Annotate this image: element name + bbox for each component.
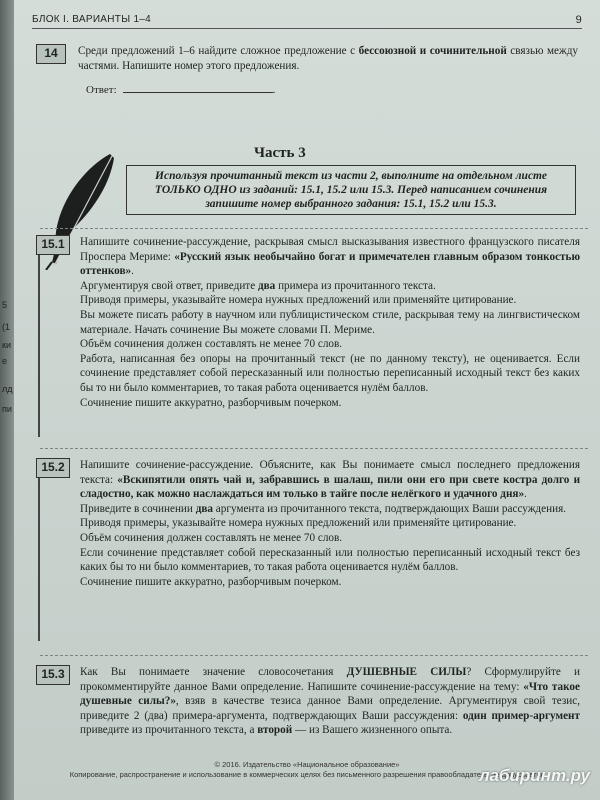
margin-mark: 5 (2, 300, 8, 310)
task-15-3-text: Как Вы понимаете значение словосочетания ДУШЕВНЫЕ СИЛЫ? Сформулируйте и прокомментируйте данное Вами определение. Напишите сочинение-рассуждение на тему: «Что такое душевные силы?», взяв в качестве тезиса данное Вами определение. Аргументируя свой тезис, приведите 2 (два) примера-аргумента, подтверждающих Ваши рассуждения: один пример-аргумент приведите из прочитанного текста, а второй — из Вашего жизненного опыта. (80, 666, 580, 737)
task-14-text: Среди предложений 1–6 найдите сложное предложение с бессоюзной и сочинительной связью между частями. Напишите номер этого предложения. (78, 45, 578, 72)
answer-label: Ответ: (86, 84, 117, 96)
task-15-2-number: 15.2 (36, 458, 70, 478)
page-number: 9 (575, 14, 582, 26)
margin-mark: е (2, 356, 8, 366)
watermark: лабиринт.ру (479, 766, 590, 785)
margin-mark: лд (2, 384, 13, 394)
answer-field[interactable]: Ответ: . (86, 84, 276, 96)
task-15-2-text: Напишите сочинение-рассуждение. Объясните, как Вы понимаете смысл последнего предложения текста: «Вскипятили опять чай и, забравшись в шалаш, пили они его при свете костра долго и сладостно, как можно наслаждаться им только в тайге после нелёгкого и удачного дня». Приведите в сочинении два аргумента из прочитанного текста, подтверждающих Ваши рассуждения. Приводя примеры, указывайте номера нужных предложений или применяйте цитирование. Объём сочинения должен составлять не менее 70 слов. Если сочинение представляет собой пересказанный или полностью переписанный исходный текст без каких бы то ни было комментариев, то такая работа оценивается нулём баллов. Сочинение пишите аккуратно, разборчивым почерком. (80, 459, 581, 588)
divider (40, 228, 588, 229)
margin-mark: пи (2, 404, 12, 414)
divider (40, 448, 588, 449)
running-header (32, 14, 582, 29)
margin-mark: ки (2, 340, 11, 350)
part-instruction: Используя прочитанный текст из части 2, выполните на отдельном листе ТОЛЬКО ОДНО из заданий: 15.1, 15.2 или 15.3. Перед написанием сочинения запишите номер выбранного задания: 15.1, 15.2 или 15.3. (126, 165, 576, 215)
part-title: Часть 3 (254, 145, 306, 161)
divider (40, 655, 588, 656)
bracket-rail (38, 476, 40, 641)
copyright-footer: © 2016. Издательство «Национальное образование» Копирование, распространение и использование в коммерческих целях без письменного разрешения правообладателя не допускается (69, 760, 545, 779)
margin-mark: (1 (2, 322, 11, 332)
task-15-3-number: 15.3 (36, 665, 70, 685)
binding-edge (0, 0, 14, 800)
task-14-number: 14 (36, 44, 66, 64)
task-15-1-number: 15.1 (36, 235, 70, 255)
workbook-page (14, 0, 600, 800)
running-title: БЛОК I. ВАРИАНТЫ 1–4 (32, 14, 152, 25)
bracket-rail (38, 252, 40, 437)
task-15-1-text: Напишите сочинение-рассуждение, раскрывая смысл высказывания известного французского писателя Проспера Мериме: «Русский язык необычайно богат и примечателен главным образом тонкостью оттенков». Аргументируя свой ответ, приведите два примера из прочитанного текста. Приводя примеры, указывайте номера нужных предложений или применяйте цитирование. Вы можете писать работу в научном или публицистическом стиле, раскрывая тему на лингвистическом материале. Начать сочинение Вы можете словами П. Мериме. Объём сочинения должен составлять не менее 70 слов. Работа, написанная без опоры на прочитанный текст (не по данному тексту), не оценивается. Если сочинение представляет собой пересказанный или полностью переписанный исходный текст без каких бы то ни было комментариев, то такая работа оценивается нулём баллов. Сочинение пишите аккуратно, разборчивым почерком. (80, 236, 581, 409)
